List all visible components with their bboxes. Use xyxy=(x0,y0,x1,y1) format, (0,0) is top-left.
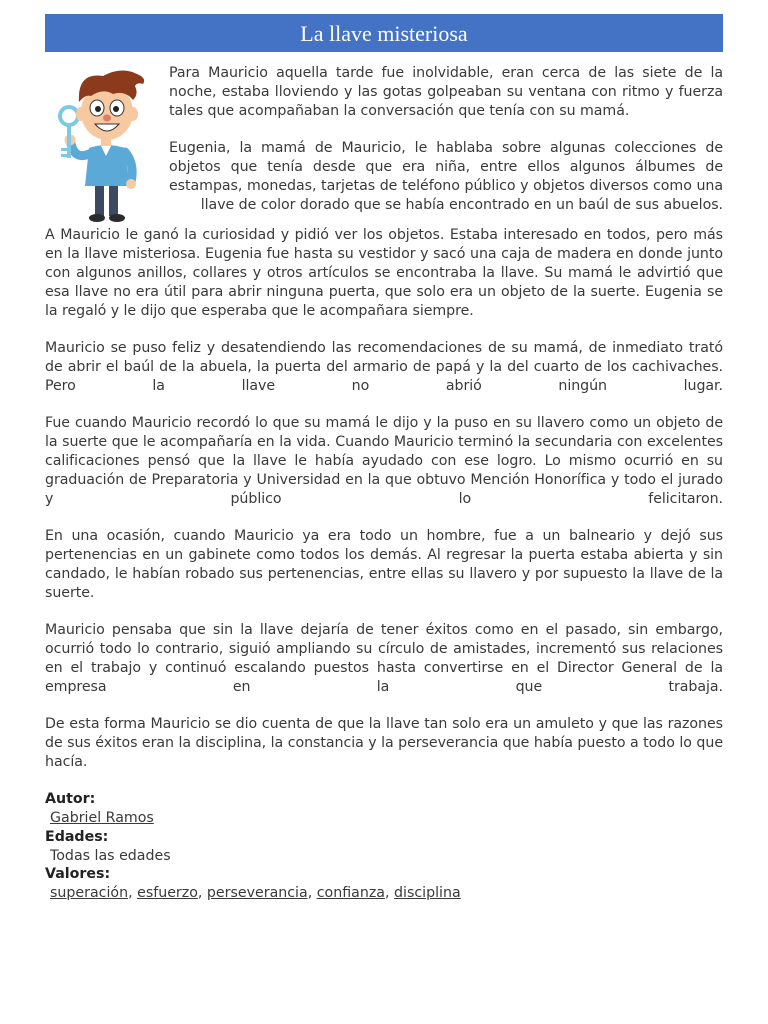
intro-paragraph-1: Para Mauricio aquella tarde fue inolvidable, eran cerca de las siete de la noche, estaba lloviendo y las gotas golpeaban su ventana con ritmo y fuerza tales que acompañaban la conversación que tenía con su mamá. xyxy=(169,65,723,119)
story-metadata xyxy=(45,790,723,903)
story-intro xyxy=(45,64,723,214)
values-label: Valores: xyxy=(45,866,111,883)
value-link-disciplina[interactable]: disciplina xyxy=(394,885,461,902)
story-paragraph: Fue cuando Mauricio recordó lo que su mamá le dijo y la puso en su llavero como un objeto de la suerte que le acompañaría en la vida. Cuando Mauricio terminó la secundaria con excelentes calificaciones pensó que la llave le había ayudado con ese logro. Lo mismo ocurrió en su graduación de Preparatoria y Universidad en la que obtuvo Mención Honorífica y todo el jurado y público lo felicitaron. xyxy=(45,415,723,507)
author-label: Autor: xyxy=(45,791,96,808)
intro-text xyxy=(169,64,723,214)
story-paragraph: Mauricio se puso feliz y desatendiendo las recomendaciones de su mamá, de inmediato trató de abrir el baúl de la abuela, la puerta del armario de papá y la del cuarto de los cachivaches. Pero la llave no abrió ningún lugar. xyxy=(45,340,723,394)
value-link-superacion[interactable]: superación xyxy=(50,885,129,902)
value-link-esfuerzo[interactable]: esfuerzo xyxy=(137,885,198,902)
story-page xyxy=(45,14,723,903)
value-link-confianza[interactable]: confianza xyxy=(316,885,385,902)
ages-label: Edades: xyxy=(45,828,109,845)
story-paragraph: En una ocasión, cuando Mauricio ya era todo un hombre, fue a un balneario y dejó sus pertenencias en un gabinete como todos los demás. Al regresar la puerta estaba abierta y sin candado, le habían robado sus pertenencias, entre ellas su llavero y por supuesto la llave de la suerte. xyxy=(45,528,723,601)
ages-value: Todas las edades xyxy=(50,847,171,864)
story-paragraph: A Mauricio le ganó la curiosidad y pidió ver los objetos. Estaba interesado en todos, pero más en la llave misteriosa. Eugenia fue hasta su vestidor y sacó una caja de madera en donde junto con algunos anillos, collares y otros artículos se encontraba la llave. Su mamá le advirtió que esa llave no era útil para abrir ninguna puerta, que solo era un objeto de la suerte. Eugenia se la regaló y le dijo que esperaba que le acompañara siempre. xyxy=(45,227,723,319)
story-body xyxy=(45,226,723,771)
value-link-perseverancia[interactable]: perseverancia xyxy=(206,885,308,902)
boy-holding-key-icon xyxy=(51,64,161,224)
intro-paragraph-2: Eugenia, la mamá de Mauricio, le hablaba sobre algunas colecciones de objetos que tenía desde que era niña, entre ellos algunos álbumes de estampas, monedas, tarjetas de teléfono público y objetos diversos como una llave de color dorado que se había encontrado en un baúl de sus abuelos. xyxy=(169,140,723,213)
story-paragraph: Mauricio pensaba que sin la llave dejaría de tener éxitos como en el pasado, sin embargo, ocurrió todo lo contrario, siguió ampliando su círculo de amistades, incrementó sus relaciones en el trabajo y continuó escalando puestos hasta convertirse en el Director General de la empresa en la que trabaja. xyxy=(45,622,723,695)
author-link[interactable]: Gabriel Ramos xyxy=(50,810,154,827)
values-list: superación, esfuerzo, perseverancia, confianza, disciplina xyxy=(50,885,461,902)
story-paragraph: De esta forma Mauricio se dio cuenta de que la llave tan solo era un amuleto y que las razones de sus éxitos eran la disciplina, la constancia y la perseverancia que había puesto a todo lo que hacía. xyxy=(45,716,723,770)
story-title: La llave misteriosa xyxy=(45,14,723,52)
